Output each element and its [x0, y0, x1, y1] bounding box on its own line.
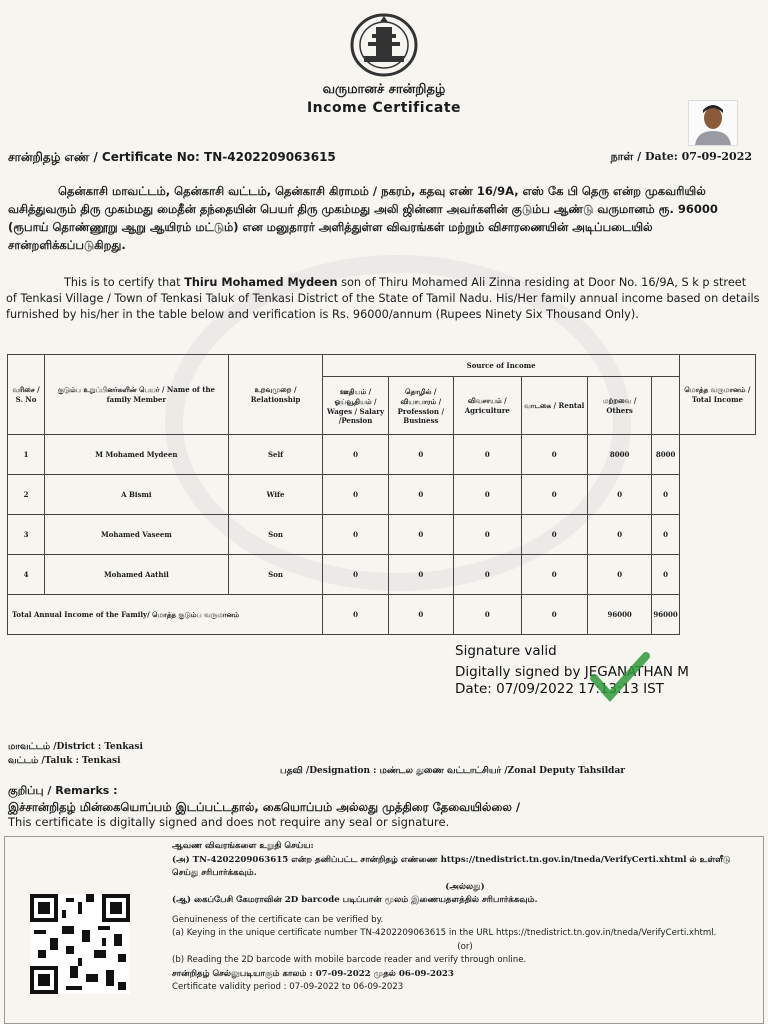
signature-valid-label: Signature valid — [455, 643, 557, 659]
total-row: Total Annual Income of the Family/ மொத்த குடும்ப வருமானம் 0 0 0 0 96000 96000 — [8, 595, 756, 635]
col-source-of-income: Source of Income — [323, 355, 679, 377]
designation: பதவி /Designation : மண்டல துணை வட்டாட்சியர் /Zonal Deputy Tahsildar — [280, 766, 626, 776]
certificate-title-tamil: வருமானச் சான்றிதழ் — [322, 82, 446, 97]
col-agriculture: விவசாயம் / Agriculture — [454, 377, 522, 435]
checkmark-icon — [590, 650, 650, 702]
certificate-number: சான்றிதழ் எண் / Certificate No: TN-4202209063615 — [8, 150, 336, 164]
certificate-title: Income Certificate — [306, 100, 462, 116]
verification-instructions: ஆவண விவரங்களை உறுதி செய்ய: (அ) TN-4202209063615 என்ற தனிப்பட்ட சான்றிதழ் எண்ணை https://tnedistrict.tn.gov.in/tneda/VerifyCerti.xhtml ல் உள்ளீடு செய்து சரிபார்க்கவும். (அல்லது) (ஆ) கைப்பேசி கேமராவின் 2D barcode படிப்பான் மூலம் இணையதளத்தில் சரிபார்க்கவும். Genuineness of the certificate can be verified by. (a) Keying in the unique certificate number TN-4202209063615 in the URL https://tnedistrict.tn.gov.in/tneda/VerifyCerti.xhtml. (or) (b) Reading the 2D barcode with mobile barcode reader and verify through online. சான்றிதழ் செல்லுபடியாகும் காலம் : 07-09-2022 முதல் 06-09-2023 Certificate validity period : 07-09-2022 to 06-09-2023 — [172, 841, 731, 992]
signed-by: Digitally signed by JEGANATHAN M — [455, 664, 689, 680]
col-others: மற்றவை / Others — [587, 377, 652, 435]
income-table — [7, 354, 756, 635]
qr-code-icon — [30, 894, 130, 994]
digital-signature — [455, 643, 689, 698]
certificate-text-tamil: தென்காசி மாவட்டம், தென்காசி வட்டம், தென்காசி கிராமம் / நகரம், கதவு எண் 16/9A, எஸ் கே பி தெரு என்ற முகவரியில் வசித்துவரும் திரு முகம்மது மைதீன் தந்தையின் பெயர் திரு முகம்மது அலி ஜின்னா அவர்களின் குடும்ப ஆண்டு வருமானம் ரூ. 96000 (ரூபாய் தொண்ணூறு ஆறு ஆயிரம் மட்டும்) என மனுதாரர் அளித்துள்ள விவரங்கள் மற்றும் விசாரணையின் அடிப்படையில் சான்றளிக்கப்படுகிறது. — [8, 184, 718, 252]
col-wages: ஊதியம் / ஓய்வூதியம் / Wages / Salary /Pension — [323, 377, 388, 435]
col-member-name: குடும்ப உறுப்பினர்களின் பெயர் / Name of the family Member — [45, 355, 229, 435]
signed-date: Date: 07/09/2022 17:13:13 IST — [455, 681, 664, 697]
table-row: 3 Mohamed Vaseem Son 0 0 0 0 0 0 — [8, 515, 756, 555]
remarks: இச்சான்றிதழ் மின்கையொப்பம் இடப்பட்டதால், கையொப்பம் அல்லது முத்திரை தேவையில்லை / This certificate is digitally signed and does not require any seal or signature. — [8, 800, 521, 829]
certificate-date: நாள் / Date: 07-09-2022 — [610, 150, 752, 163]
col-relationship: உறவுமுறை / Relationship — [228, 355, 323, 435]
col-total-income: மொத்த வருமானம் / Total Income — [679, 355, 755, 435]
applicant-photo — [688, 100, 738, 146]
col-sno: வரிசை / S. No — [8, 355, 45, 435]
state-emblem-icon — [334, 12, 434, 78]
table-row: 2 A Bismi Wife 0 0 0 0 0 0 — [8, 475, 756, 515]
district: மாவட்டம் /District : Tenkasi — [8, 742, 143, 752]
taluk: வட்டம் /Taluk : Tenkasi — [8, 756, 121, 766]
table-row: 4 Mohamed Aathil Son 0 0 0 0 0 0 — [8, 555, 756, 595]
applicant-name: Thiru Mohamed Mydeen — [184, 276, 338, 289]
district-info — [8, 740, 143, 768]
col-profession: தொழில் / வியாபாரம் / Profession / Business — [388, 377, 453, 435]
certificate-text-english: This is to certify that Thiru Mohamed Mydeen son of Thiru Mohamed Ali Zinna residing at Door No. 16/9A, S k p street of Tenkasi Village / Town of Tenkasi Taluk of Tenkasi District of the State of Tamil Nadu. His/Her family annual income based on details furnished by his/her in the table below and verification is Rs. 96000/annum (Rupees Ninety Six Thousand Only). — [6, 276, 760, 321]
col-rental: வாடகை / Rental — [521, 377, 587, 435]
table-row: 1 M Mohamed Mydeen Self 0 0 0 0 8000 8000 — [8, 435, 756, 475]
remarks-label: குறிப்பு / Remarks : — [8, 784, 118, 797]
